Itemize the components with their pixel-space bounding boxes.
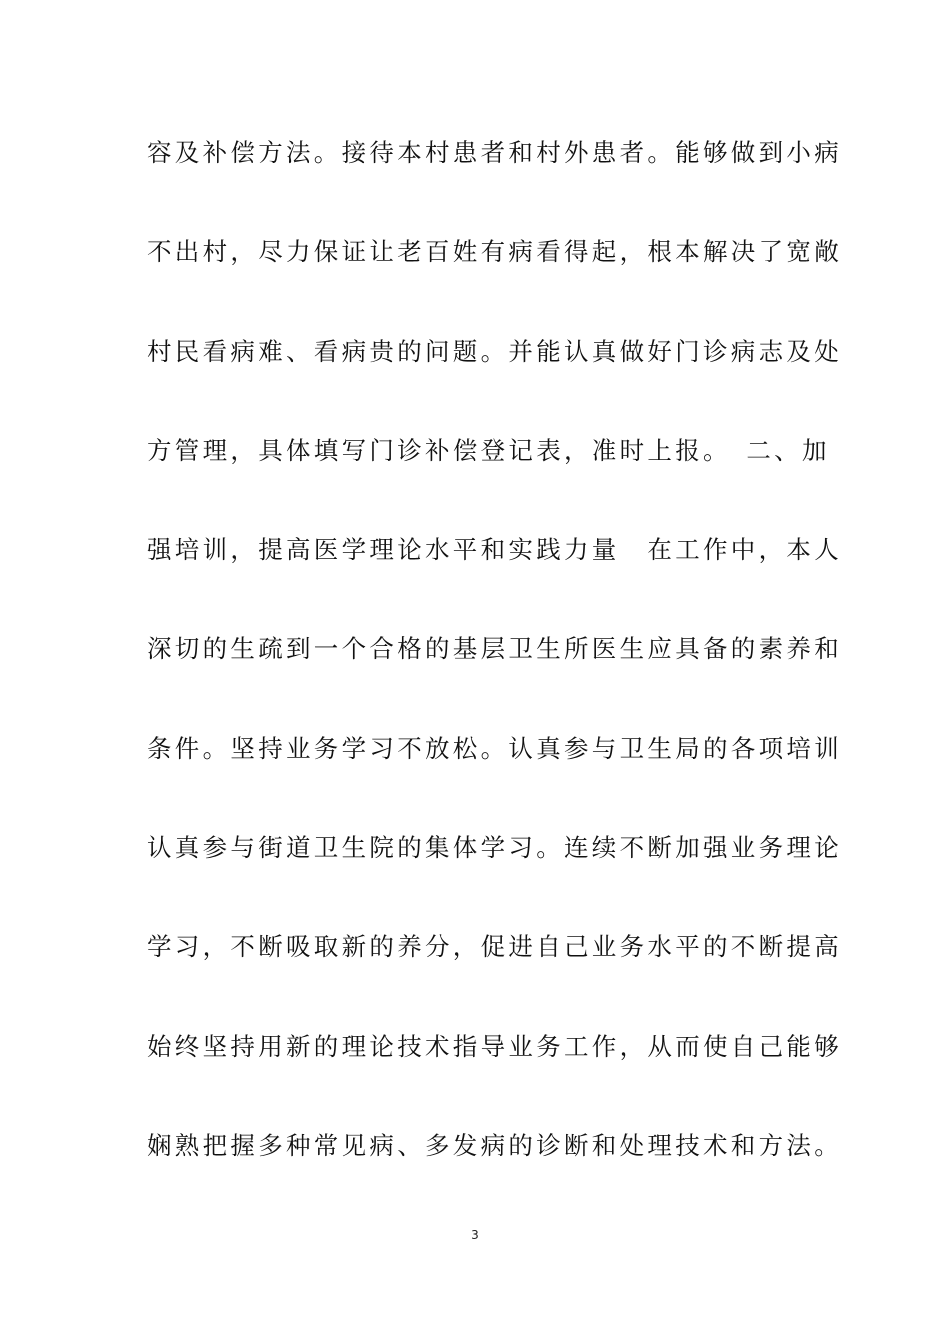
text-line: 认真参与街道卫生院的集体学习。连续不断加强业务理论 — [147, 833, 842, 863]
text-line: 不出村，尽力保证让老百姓有病看得起，根本解决了宽敞 — [147, 237, 842, 267]
text-line: 娴熟把握多种常见病、多发病的诊断和处理技术和方法。 — [147, 1130, 842, 1160]
text-line: 强培训，提高医学理论水平和实践力量 在工作中，本人 — [147, 535, 842, 565]
text-line: 深切的生疏到一个合格的基层卫生所医生应具备的素养和 — [147, 634, 842, 664]
text-line: 学习，不断吸取新的养分，促进自己业务水平的不断提高 — [147, 932, 842, 962]
text-line: 方管理，具体填写门诊补偿登记表，准时上报。 二、加 — [147, 435, 830, 465]
text-line: 始终坚持用新的理论技术指导业务工作，从而使自己能够 — [147, 1031, 842, 1061]
text-line: 村民看病难、看病贵的问题。并能认真做好门诊病志及处 — [147, 336, 842, 366]
text-line: 条件。坚持业务学习不放松。认真参与卫生局的各项培训 — [147, 733, 842, 763]
body-text — [147, 125, 842, 1217]
page-number: 3 — [471, 1228, 479, 1242]
text-line: 容及补偿方法。接待本村患者和村外患者。能够做到小病 — [147, 138, 842, 167]
